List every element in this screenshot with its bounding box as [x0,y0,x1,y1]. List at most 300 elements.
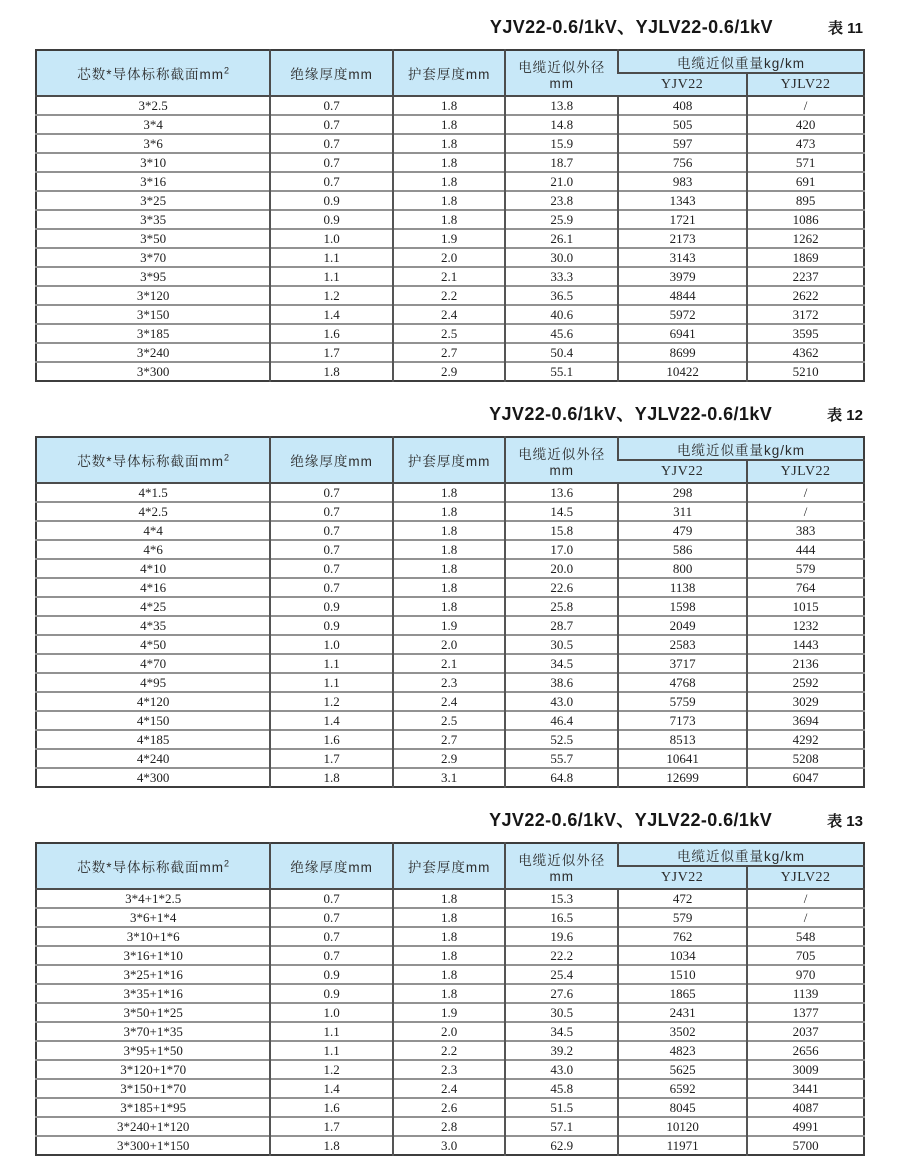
cell: 3009 [747,1060,864,1079]
cell: 4823 [618,1041,747,1060]
cell: 1.8 [393,96,506,115]
cell: 36.5 [505,286,618,305]
table-row [36,483,864,502]
spec-table-section-13 [35,806,865,1156]
cell: 2.9 [393,362,506,381]
section-title-row [35,400,863,426]
cell: 1.8 [393,483,506,502]
cell: 2583 [618,635,747,654]
section-title-row [35,806,863,832]
cell: 6047 [747,768,864,787]
cell: 28.7 [505,616,618,635]
table-title: YJV22-0.6/1kV、YJLV22-0.6/1kV [489,17,773,37]
cell: 52.5 [505,730,618,749]
cell: 34.5 [505,1022,618,1041]
table-row [36,673,864,692]
cell: 3*95 [36,267,270,286]
col-header-weight-group: 电缆近似重量kg/km [618,437,864,460]
cell: 25.9 [505,210,618,229]
cell: 25.8 [505,597,618,616]
table-row [36,1041,864,1060]
cell: 1.1 [270,248,393,267]
cell: 1.7 [270,749,393,768]
table-row [36,927,864,946]
cell: 1.8 [393,153,506,172]
cell: 1.8 [393,521,506,540]
cell: 691 [747,172,864,191]
table-row [36,597,864,616]
table-row [36,1117,864,1136]
cell: 1.6 [270,730,393,749]
col-header-yjv22: YJV22 [618,460,747,483]
cell: 1034 [618,946,747,965]
cell: 1138 [618,578,747,597]
header-row-group [36,437,864,460]
cell: 8699 [618,343,747,362]
cell: 579 [747,559,864,578]
cell: 2.4 [393,1079,506,1098]
cell: 2.9 [393,749,506,768]
cell: 1.8 [270,768,393,787]
cell: 21.0 [505,172,618,191]
cell: 0.9 [270,191,393,210]
cell: / [747,483,864,502]
cell: 1.8 [393,559,506,578]
superscript-2: 2 [224,858,230,869]
cell: 2.8 [393,1117,506,1136]
cell: 3*6+1*4 [36,908,270,927]
table-row [36,502,864,521]
cell: 3*10 [36,153,270,172]
cell: 1.8 [393,984,506,1003]
cell: 444 [747,540,864,559]
cell: 1.1 [270,654,393,673]
cell: 3143 [618,248,747,267]
cell: 473 [747,134,864,153]
cell: 2.5 [393,711,506,730]
cell: 2622 [747,286,864,305]
cell: 3717 [618,654,747,673]
table-number: 表 11 [827,20,863,37]
cell: 298 [618,483,747,502]
cell: 764 [747,578,864,597]
superscript-2: 2 [224,452,230,463]
table-row [36,711,864,730]
table-row [36,134,864,153]
table-row [36,172,864,191]
cell: 5625 [618,1060,747,1079]
cell: 3*16+1*10 [36,946,270,965]
cell: 4844 [618,286,747,305]
table-row [36,191,864,210]
cell: 548 [747,927,864,946]
cell: 20.0 [505,559,618,578]
cell: 0.9 [270,597,393,616]
table-row [36,115,864,134]
table-row [36,229,864,248]
cell: 5210 [747,362,864,381]
cell: 4*95 [36,673,270,692]
cell: 383 [747,521,864,540]
col-header-yjv22: YJV22 [618,73,747,96]
cell: 895 [747,191,864,210]
cell: 3*150 [36,305,270,324]
table-row [36,362,864,381]
cell: 5700 [747,1136,864,1155]
cell: 1.1 [270,267,393,286]
cell: 0.7 [270,540,393,559]
cell: 3*25 [36,191,270,210]
cell: 1.8 [393,889,506,908]
table-row [36,984,864,1003]
cell: 1.8 [270,362,393,381]
col-header-sheath-thickness: 护套厚度mm [393,437,506,483]
cell: 8045 [618,1098,747,1117]
cell: 5759 [618,692,747,711]
cell: 0.7 [270,134,393,153]
header-row-group [36,843,864,866]
cell: 2.0 [393,635,506,654]
cell: 51.5 [505,1098,618,1117]
cell: 4*185 [36,730,270,749]
col-header-yjlv22: YJLV22 [747,460,864,483]
document-page [0,13,900,1156]
col-header-insulation-thickness: 绝缘厚度mm [270,50,393,96]
cell: 0.9 [270,616,393,635]
cell: 1.8 [393,597,506,616]
table-row [36,1136,864,1155]
cell: 2.0 [393,1022,506,1041]
cell: 1.8 [270,1136,393,1155]
cell: 0.7 [270,172,393,191]
table-row [36,946,864,965]
col-header-yjlv22: YJLV22 [747,866,864,889]
cell: 0.7 [270,115,393,134]
table-row [36,908,864,927]
cell: 2.6 [393,1098,506,1117]
table-row [36,635,864,654]
cell: 1.8 [393,502,506,521]
cell: 2.4 [393,692,506,711]
cell: 4*4 [36,521,270,540]
table-row [36,559,864,578]
table-row [36,768,864,787]
cell: / [747,502,864,521]
table-row [36,210,864,229]
cell: 2.1 [393,654,506,673]
cell: 4*150 [36,711,270,730]
cell: 3*35+1*16 [36,984,270,1003]
cell: 4*50 [36,635,270,654]
cell: 1015 [747,597,864,616]
cell: 1.9 [393,229,506,248]
cell: 2.1 [393,267,506,286]
col-header-outer-diameter: 电缆近似外径mm [505,843,618,889]
cell: 4*120 [36,692,270,711]
table-row [36,153,864,172]
col-header-sheath-thickness: 护套厚度mm [393,843,506,889]
table-row [36,521,864,540]
cell: 1.1 [270,1041,393,1060]
cell: 3*16 [36,172,270,191]
cell: 2173 [618,229,747,248]
cell: 1721 [618,210,747,229]
table-row [36,1098,864,1117]
cell: 1.0 [270,229,393,248]
col-header-outer-diameter: 电缆近似外径mm [505,437,618,483]
cell: 14.5 [505,502,618,521]
cell: 17.0 [505,540,618,559]
cell: 1.0 [270,635,393,654]
cell: 3*120 [36,286,270,305]
cell: 0.7 [270,502,393,521]
spec-table-section-12 [35,400,865,788]
table-row [36,692,864,711]
table-row [36,889,864,908]
cell: 43.0 [505,1060,618,1079]
cell: 3.0 [393,1136,506,1155]
cell: 15.3 [505,889,618,908]
cable-spec-table [35,49,865,382]
cell: 5208 [747,749,864,768]
col-header-weight-group: 电缆近似重量kg/km [618,50,864,73]
col-header-core-section: 芯数*导体标称截面$mm^2$ [36,437,270,483]
cell: 4768 [618,673,747,692]
cell: 2656 [747,1041,864,1060]
col-header-outer-diameter: 电缆近似外径mm [505,50,618,96]
section-title-row [35,13,863,39]
cell: 43.0 [505,692,618,711]
cell: 0.7 [270,521,393,540]
col-header-insulation-thickness: 绝缘厚度mm [270,843,393,889]
cell: 1.2 [270,692,393,711]
cell: 4*70 [36,654,270,673]
cell: 1232 [747,616,864,635]
cell: 1262 [747,229,864,248]
table-row [36,324,864,343]
cell: 3172 [747,305,864,324]
cell: 4087 [747,1098,864,1117]
cell: / [747,889,864,908]
cell: 4*10 [36,559,270,578]
cell: 15.8 [505,521,618,540]
cell: 1.6 [270,324,393,343]
cell: 2.3 [393,1060,506,1079]
cell: 2.2 [393,1041,506,1060]
cell: 762 [618,927,747,946]
cell: 1.8 [393,191,506,210]
cell: 2237 [747,267,864,286]
cell: 1377 [747,1003,864,1022]
cell: 472 [618,889,747,908]
cell: 3*70+1*35 [36,1022,270,1041]
cell: 3*10+1*6 [36,927,270,946]
cell: 2.5 [393,324,506,343]
cell: 4*240 [36,749,270,768]
cell: 4*25 [36,597,270,616]
cell: 55.7 [505,749,618,768]
cell: 22.6 [505,578,618,597]
cell: 38.6 [505,673,618,692]
cell: 8513 [618,730,747,749]
table-row [36,286,864,305]
cell: 800 [618,559,747,578]
cell: 0.7 [270,927,393,946]
cell: 3*240+1*120 [36,1117,270,1136]
cell: 4*16 [36,578,270,597]
cell: 3*70 [36,248,270,267]
cell: 16.5 [505,908,618,927]
cell: 11971 [618,1136,747,1155]
cell: 27.6 [505,984,618,1003]
cell: 2431 [618,1003,747,1022]
cell: 45.6 [505,324,618,343]
cell: 34.5 [505,654,618,673]
header-row-group [36,50,864,73]
cell: 10422 [618,362,747,381]
cell: 3*185 [36,324,270,343]
cell: 0.7 [270,889,393,908]
cell: 1.8 [393,578,506,597]
col-header-insulation-thickness: 绝缘厚度mm [270,437,393,483]
cell: 33.3 [505,267,618,286]
cell: 3*150+1*70 [36,1079,270,1098]
cell: 1.0 [270,1003,393,1022]
cell: 12699 [618,768,747,787]
cell: 0.7 [270,578,393,597]
cell: 3*120+1*70 [36,1060,270,1079]
cell: 579 [618,908,747,927]
cell: 1343 [618,191,747,210]
cell: 1.4 [270,305,393,324]
cell: 1.7 [270,343,393,362]
table-row [36,1003,864,1022]
col-header-yjlv22: YJLV22 [747,73,864,96]
cell: 15.9 [505,134,618,153]
cell: 586 [618,540,747,559]
table-row [36,654,864,673]
cell: 970 [747,965,864,984]
cell: 6592 [618,1079,747,1098]
cell: 1.1 [270,673,393,692]
cell: 3029 [747,692,864,711]
cell: 2.3 [393,673,506,692]
table-row [36,96,864,115]
cell: 3*4 [36,115,270,134]
cell: / [747,96,864,115]
cell: 3502 [618,1022,747,1041]
cell: 14.8 [505,115,618,134]
cell: 4*1.5 [36,483,270,502]
cell: 6941 [618,324,747,343]
col-header-weight-group: 电缆近似重量kg/km [618,843,864,866]
cell: 4*2.5 [36,502,270,521]
cell: 45.8 [505,1079,618,1098]
cell: 1.8 [393,134,506,153]
cell: 3*50 [36,229,270,248]
cell: 4*35 [36,616,270,635]
cell: 3*2.5 [36,96,270,115]
cell: 1.2 [270,1060,393,1079]
table-number: 表 12 [827,407,863,424]
cell: 2037 [747,1022,864,1041]
cell: 0.7 [270,559,393,578]
cell: 22.2 [505,946,618,965]
cell: 3*4+1*2.5 [36,889,270,908]
cell: 1.4 [270,711,393,730]
superscript-2: 2 [224,65,230,76]
cell: 3595 [747,324,864,343]
cell: 55.1 [505,362,618,381]
cell: 4*300 [36,768,270,787]
table-row [36,965,864,984]
cell: 5972 [618,305,747,324]
cell: 1.4 [270,1079,393,1098]
cell: 1.2 [270,286,393,305]
cell: 40.6 [505,305,618,324]
cell: 30.0 [505,248,618,267]
cell: 0.7 [270,483,393,502]
cell: 420 [747,115,864,134]
cell: 571 [747,153,864,172]
cell: 3979 [618,267,747,286]
cell: 0.7 [270,96,393,115]
cell: 10120 [618,1117,747,1136]
cell: 3*240 [36,343,270,362]
cell: 1865 [618,984,747,1003]
cell: 10641 [618,749,747,768]
cell: 30.5 [505,635,618,654]
cell: 505 [618,115,747,134]
cell: 1.8 [393,540,506,559]
table-row [36,343,864,362]
cell: 408 [618,96,747,115]
cell: 1.9 [393,616,506,635]
cell: 3*95+1*50 [36,1041,270,1060]
table-row [36,267,864,286]
cell: 39.2 [505,1041,618,1060]
cell: 983 [618,172,747,191]
cell: 1598 [618,597,747,616]
table-row [36,616,864,635]
table-row [36,1022,864,1041]
table-row [36,305,864,324]
table-row [36,1079,864,1098]
cell: 1.8 [393,908,506,927]
cell: 1.7 [270,1117,393,1136]
cell: 13.8 [505,96,618,115]
cell: 1443 [747,635,864,654]
cell: 1.9 [393,1003,506,1022]
cell: 3*35 [36,210,270,229]
cell: 7173 [618,711,747,730]
cell: 62.9 [505,1136,618,1155]
cell: 1869 [747,248,864,267]
cell: 23.8 [505,191,618,210]
cell: 3.1 [393,768,506,787]
table-title: YJV22-0.6/1kV、YJLV22-0.6/1kV [489,810,773,830]
cell: 1086 [747,210,864,229]
cell: 0.7 [270,946,393,965]
cell: 0.9 [270,984,393,1003]
cell: 1.6 [270,1098,393,1117]
cable-spec-table [35,842,865,1156]
cell: 311 [618,502,747,521]
cell: 1139 [747,984,864,1003]
cell: 18.7 [505,153,618,172]
cell: 2.7 [393,343,506,362]
cell: 3694 [747,711,864,730]
